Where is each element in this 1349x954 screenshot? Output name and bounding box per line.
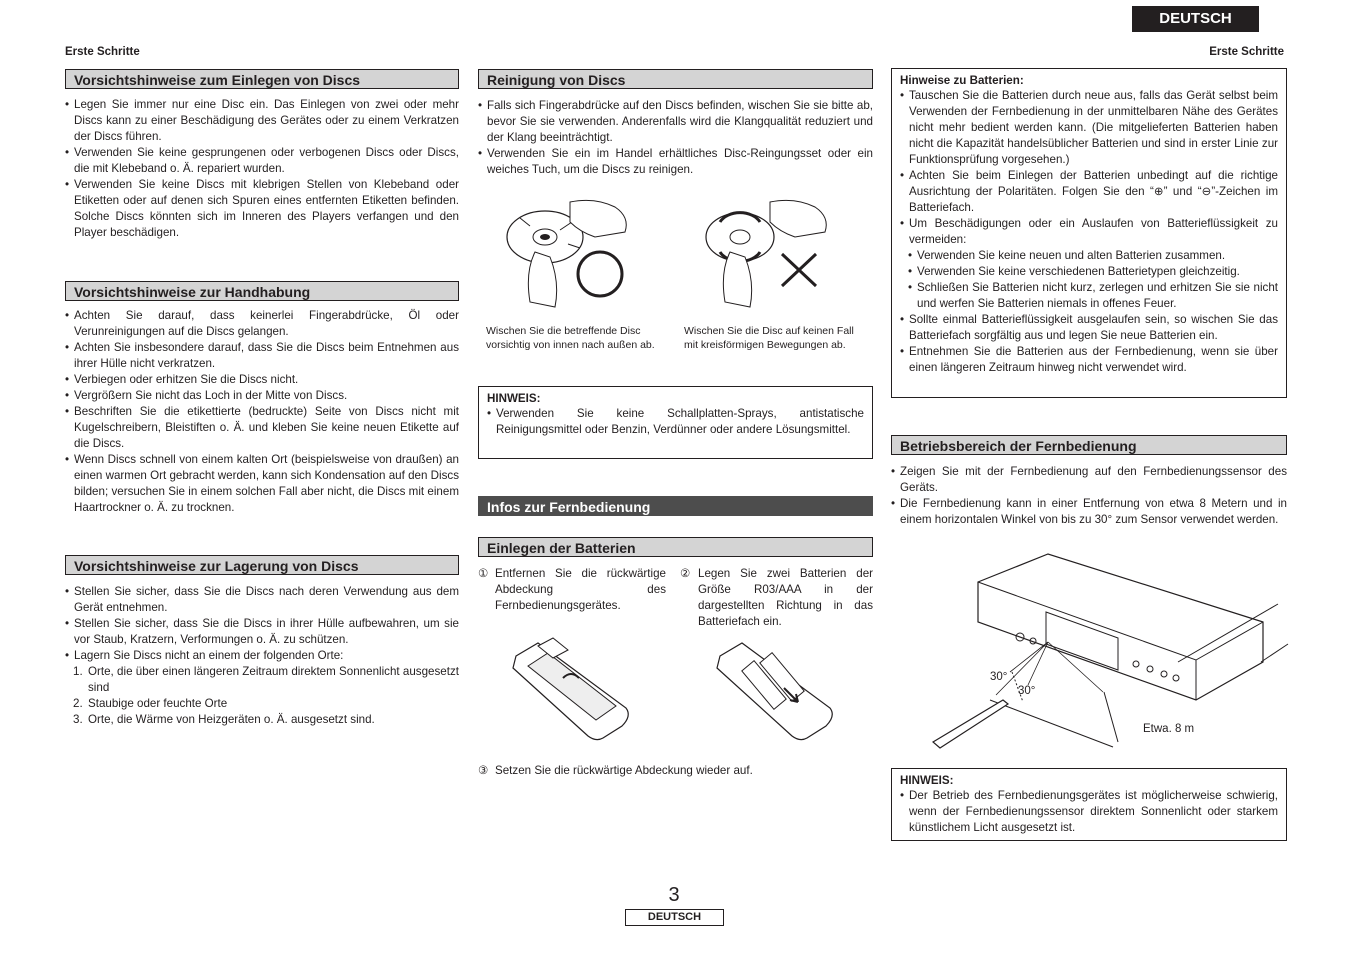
list-item: • Zeigen Sie mit der Fernbedienung auf den Fernbedienungssensor des Geräts. (891, 464, 1287, 496)
battery-step-3: ③ Setzen Sie die rückwärtige Abdeckung wieder auf. (478, 764, 753, 777)
list-item: • Legen Sie immer nur eine Disc ein. Das Einlegen von zwei oder mehr Discs kann zu einer Beschädigung des Gerätes oder zu einem Verkratzen der Discs führen. (65, 97, 459, 145)
note-box-batteries (891, 68, 1287, 398)
battery-step-2: ② Legen Sie zwei Batterien der Größe R03/AAA in der dargestellten Richtung in das Batteriefach ein. (680, 567, 873, 628)
note-title: HINWEIS: (900, 774, 954, 787)
list-item: • Um Beschädigungen oder ein Auslaufen von Batterieflüssigkeit zu vermeiden: (900, 216, 1278, 248)
remote-range-illustration (928, 552, 1288, 757)
remote-open-cover-illustration (508, 638, 638, 748)
list-item: • Verbiegen oder erhitzen Sie die Discs nicht. (65, 372, 459, 388)
section-heading-remote: Infos zur Fernbedienung (478, 496, 873, 516)
list-item: • Achten Sie insbesondere darauf, dass Sie die Discs beim Entnehmen aus ihrer Hülle nicht verkratzen. (65, 340, 459, 372)
distance-label: Etwa. 8 m (1143, 723, 1195, 735)
note-title: Hinweise zu Batterien: (900, 74, 1024, 87)
footer-language-label: DEUTSCH (625, 909, 724, 926)
list-item: • Tauschen Sie die Batterien durch neue aus, falls das Gerät selbst beim Verwenden der Fernbedienung in der unmittelbaren Nähe des Gerätes nicht mehr bedient werden kann. (Die mitgelieferten Batterien haben nicht die Kapazität handelsüblicher Batterien und sind in erster Linie zur Funktionsprüfung vorgesehen.) (900, 88, 1278, 168)
list-item: • Wenn Discs schnell von einem kalten Ort (beispielsweise von draußen) an einen warmen Ort gebracht werden, kann sich Kondensation auf den Discs bilden; versuchen Sie in einem solchen Fall aber nicht, die Discs mit einem Haartrockner o. Ä. zu trocknen. (65, 452, 459, 516)
list-item: • Achten Sie beim Einlegen der Batterien unbedingt auf die richtige Ausrichtung der Polaritäten. Folgen Sie den “⊕” und “⊖”-Zeichen im Batteriefach. (900, 168, 1278, 216)
sub-list-item: • Verwenden Sie keine neuen und alten Batterien zusammen. (908, 248, 1278, 264)
numbered-item: 2. Staubige oder feuchte Orte (73, 697, 228, 710)
storage-block (65, 584, 459, 728)
numbered-item: 3. Orte, die Wärme von Heizgeräten o. Ä. ausgesetzt sind. (73, 713, 375, 726)
note-title: HINWEIS: (487, 392, 541, 405)
angle-label-1: 30° (990, 671, 1008, 683)
list-remote-range (891, 464, 1287, 528)
disc-wipe-wrong-illustration (700, 192, 850, 322)
sub-list-item: • Verwenden Sie keine verschiedenen Batterietypen gleichzeitig. (908, 264, 1278, 280)
list-item: • Verwenden Sie keine gesprungenen oder verbogenen Discs oder Discs, die mit Klebeband o. Ä. repariert wurden. (65, 145, 459, 177)
list-item: • Stellen Sie sicher, dass Sie die Discs nach deren Verwendung aus dem Gerät entnehmen. (65, 584, 459, 616)
running-header-left: Erste Schritte (65, 46, 140, 58)
list-handling (65, 308, 459, 516)
angle-label-2: 30° (1018, 685, 1036, 697)
section-heading-handling: Vorsichtshinweise zur Handhabung (65, 281, 459, 301)
list-item: • Die Fernbedienung kann in einer Entfernung von etwa 8 Metern und in einem horizontalen Winkel von bis zu 30° zum Sensor verwendet werden. (891, 496, 1287, 528)
list-item: • Falls sich Fingerabdrücke auf den Discs befinden, wischen Sie sie bitte ab, bevor Sie sie verwenden. Anderenfalls wird die Klangqualität reduziert und der Klang beeinträchtigt. (478, 98, 873, 146)
correct-mark-icon (578, 252, 622, 296)
section-heading-loading-discs: Vorsichtshinweise zum Einlegen von Discs (65, 69, 459, 89)
sub-list-item: • Schließen Sie Batterien nicht kurz, zerlegen und erhitzen Sie sie nicht und werfen Sie Batterien niemals in offenes Feuer. (908, 280, 1278, 312)
battery-notes-text (900, 88, 1278, 376)
remote-control-icon (933, 700, 1008, 748)
list-item: • Entnehmen Sie die Batterien aus der Fernbedienung, wenn sie über einen längeren Zeitraum hinweg nicht verwendet wird. (900, 344, 1278, 376)
list-item: • Stellen Sie sicher, dass Sie die Discs in ihrer Hülle aufbewahren, um sie vor Staub, Kratzern, Verformungen o. Ä. zu schützen. (65, 616, 459, 648)
list-item: • Der Betrieb des Fernbedienungsgerätes ist möglicherweise schwierig, wenn der Fernbedienungssensor direktem Sonnenlicht oder starkem künstlichem Licht ausgesetzt ist. (900, 788, 1278, 836)
list-item: • Beschriften Sie die etikettierte (bedruckte) Seite von Discs nicht mit Kugelschreibern, Bleistiften o. Ä. und kleben Sie keine neuen Etikette auf die Discs. (65, 404, 459, 452)
player-device-icon (978, 554, 1263, 700)
note-box-remote (891, 768, 1287, 841)
list-item: • Verwenden Sie keine Schallplatten-Sprays, antistatische Reinigungsmittel oder Benzin, Verdünner oder andere Lösungsmittel. (487, 406, 864, 438)
note-box-cleaning (478, 386, 873, 459)
list-item: • Sollte einmal Batterieflüssigkeit ausgelaufen sein, so wischen Sie das Batteriefach sorgfältig aus und legen Sie neue Batterien ein. (900, 312, 1278, 344)
list-item: • Verwenden Sie ein im Handel erhältliches Disc-Reingungsset oder ein weiches Tuch, um die Discs zu reinigen. (478, 146, 873, 178)
list-cleaning (478, 98, 873, 178)
language-tab: DEUTSCH (1132, 6, 1259, 32)
section-heading-batteries: Einlegen der Batterien (478, 537, 873, 557)
section-heading-remote-range: Betriebsbereich der Fernbedienung (891, 435, 1287, 455)
caption-wrong-wipe: Wischen Sie die Disc auf keinen Fall mit kreisförmigen Bewegungen ab. (684, 325, 854, 351)
remote-insert-batteries-illustration (712, 638, 842, 748)
list-item: • Lagern Sie Discs nicht an einem der folgenden Orte: (65, 648, 459, 664)
running-header-right: Erste Schritte (1209, 46, 1284, 58)
disc-wipe-correct-illustration (500, 192, 650, 322)
page-number: 3 (668, 884, 680, 906)
section-heading-cleaning: Reinigung von Discs (478, 69, 873, 89)
numbered-item: 1. Orte, die über einen längeren Zeitraum direktem Sonnenlicht ausgesetzt sind (73, 665, 459, 694)
section-heading-storage: Vorsichtshinweise zur Lagerung von Discs (65, 555, 459, 575)
list-item: • Verwenden Sie keine Discs mit klebrigen Stellen von Klebeband oder Etiketten oder auf denen sich Spuren eines entfernten Etiketten befinden. Solche Discs könnten sich im Inneren des Players verfangen und den Player beschädigen. (65, 177, 459, 241)
caption-correct-wipe: Wischen Sie die betreffende Disc vorsichtig von innen nach außen ab. (486, 325, 655, 351)
battery-step-1: ① Entfernen Sie die rückwärtige Abdeckung des Fernbedienungsgerätes. (478, 567, 666, 612)
list-item: • Achten Sie darauf, dass keinerlei Fingerabdrücke, Öl oder Verunreinigungen auf die Discs gelangen. (65, 308, 459, 340)
list-item: • Vergrößern Sie nicht das Loch in der Mitte von Discs. (65, 388, 459, 404)
wrong-mark-icon (782, 254, 816, 286)
list-loading-discs (65, 97, 459, 241)
